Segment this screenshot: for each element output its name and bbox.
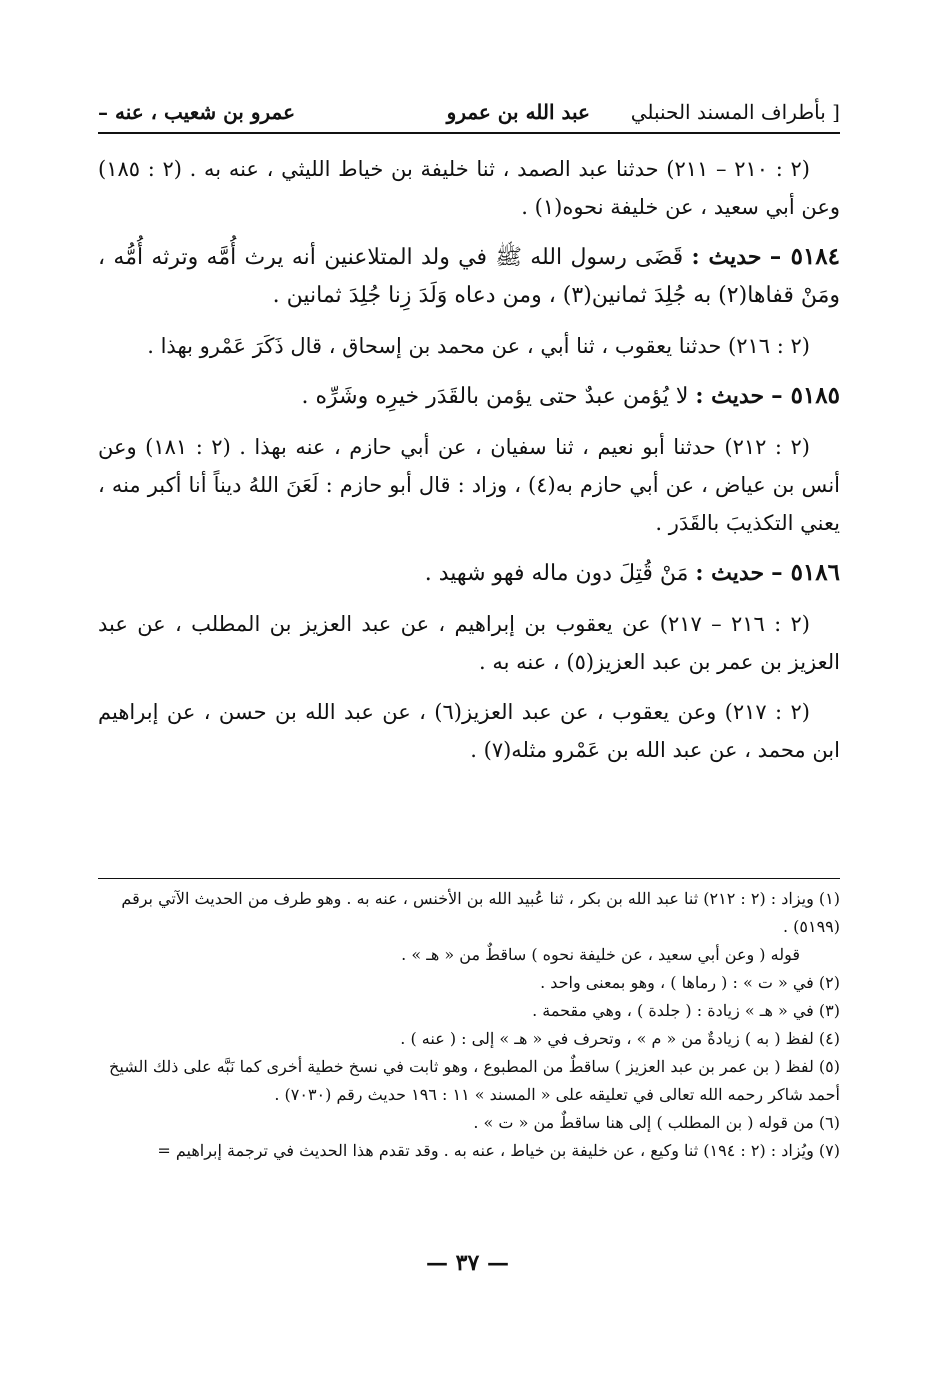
main-text xyxy=(98,150,840,781)
hadith-text: قَضَى رسول الله ﷺ في ولد المتلاعنين أنه يرث أُمَّه وترثه أُمُّه ، ومَنْ قفاها(٢) به جُلِدَ ثمانين(٣) ، ومن دعاه وَلَدَ زِنا جُلِدَ ثمانين . xyxy=(98,245,840,308)
source-paragraph: (٢ : ٢١٢) حدثنا أبو نعيم ، ثنا سفيان ، عن أبي حازم ، عنه بهذا . (٢ : ١٨١) وعن أنس بن عياض ، عن أبي حازم به(٤) ، وزاد : قال أبو حازم : لَعَنَ اللهُ ديناً أنا أكبر منه ، يعني التكذيبَ بالقَدَر . xyxy=(98,435,840,535)
footnote: قوله ( وعن أبي سعيد ، عن خليفة نحوه ) ساقطٌ من « هـ » . xyxy=(401,945,800,964)
hadith-number: ٥١٨٦ – xyxy=(771,559,840,586)
hadith-keyword: حديث : xyxy=(695,383,765,409)
source-paragraph: (٢ : ٢١٧) وعن يعقوب ، عن عبد العزيز(٦) ، عن عبد الله بن حسن ، عن إبراهيم ابن محمد ، عن عبد الله بن عَمْرو مثله(٧) . xyxy=(98,700,840,762)
hadith-entry xyxy=(98,554,840,593)
hadith-keyword: حديث : xyxy=(691,244,762,270)
hadith-number: ٥١٨٤ – xyxy=(769,243,841,270)
source-paragraph: (٢ : ٢١٦) حدثنا يعقوب ، ثنا أبي ، عن محمد بن إسحاق ، قال ذَكَرَ عَمْرو بهذا . xyxy=(147,334,810,358)
footnotes xyxy=(98,878,840,1165)
footnote: (٧) ويُزاد : (٢ : ١٩٤) ثنا وكيع ، عن خليفة بن خياط ، عنه به . وقد تقدم هذا الحديث في ترجمة إبراهيم = xyxy=(157,1141,840,1160)
source-paragraph: (٢ : ٢١٠ – ٢١١) حدثنا عبد الصمد ، ثنا خليفة بن خياط الليثي ، عنه به . (٢ : ١٨٥) وعن أبي سعيد ، عن خليفة نحوه(١) . xyxy=(98,157,840,219)
footnote: (٤) لفظ ( به ) زيادةٌ من « م » ، وتحرف في « هـ » إلى : ( عنه ) . xyxy=(400,1029,840,1048)
footnote: (٢) في « ت » : ( رماها ) ، وهو بمعنى واحد . xyxy=(540,973,840,992)
footnote: (١) ويزاد : (٢ : ٢١٢) ثنا عبد الله بن بكر ، ثنا عُبيد الله بن الأخنس ، عنه به . وهو طرف من الحديث الآتي برقم (٥١٩٩) . xyxy=(121,889,840,936)
running-header xyxy=(98,98,840,134)
hadith-entry xyxy=(98,238,840,315)
header-companion: عبد الله بن عمرو xyxy=(446,100,590,124)
header-narrator: – عمرو بن شعيب ، عنه xyxy=(98,100,296,124)
source-paragraph: (٢ : ٢١٦ – ٢١٧) عن يعقوب بن إبراهيم ، عن عبد العزيز بن المطلب ، عن عبد العزيز بن عمر بن عبد العزيز(٥) ، عنه به . xyxy=(98,612,840,674)
hadith-number: ٥١٨٥ – xyxy=(771,382,840,409)
footnote: (٣) في « هـ » زيادة : ( جلدة ) ، وهي مقحمة . xyxy=(532,1001,840,1020)
header-book-title: بأطراف المسند الحنبلي ] xyxy=(630,100,840,124)
hadith-text: لا يُؤمن عبدٌ حتى يؤمن بالقَدَر خيرِه وشَرِّه . xyxy=(301,384,689,409)
hadith-text: مَنْ قُتِلَ دون ماله فهو شهيد . xyxy=(424,561,689,586)
page-number: — ٣٧ — xyxy=(426,1250,509,1276)
footnote: (٥) لفظ ( بن عمر بن عبد العزيز ) ساقطٌ من المطبوع ، وهو ثابت في نسخ خطية أخرى كما نَبَّه على ذلك الشيخ أحمد شاكر رحمه الله تعالى في تعليقه على « المسند » ١١ : ١٩٦ حديث رقم (٧٠٣٠) . xyxy=(109,1057,840,1104)
footnote: (٦) من قوله ( بن المطلب ) إلى هنا ساقطٌ من « ت » . xyxy=(473,1113,840,1132)
hadith-entry xyxy=(98,377,840,416)
hadith-keyword: حديث : xyxy=(695,560,765,586)
